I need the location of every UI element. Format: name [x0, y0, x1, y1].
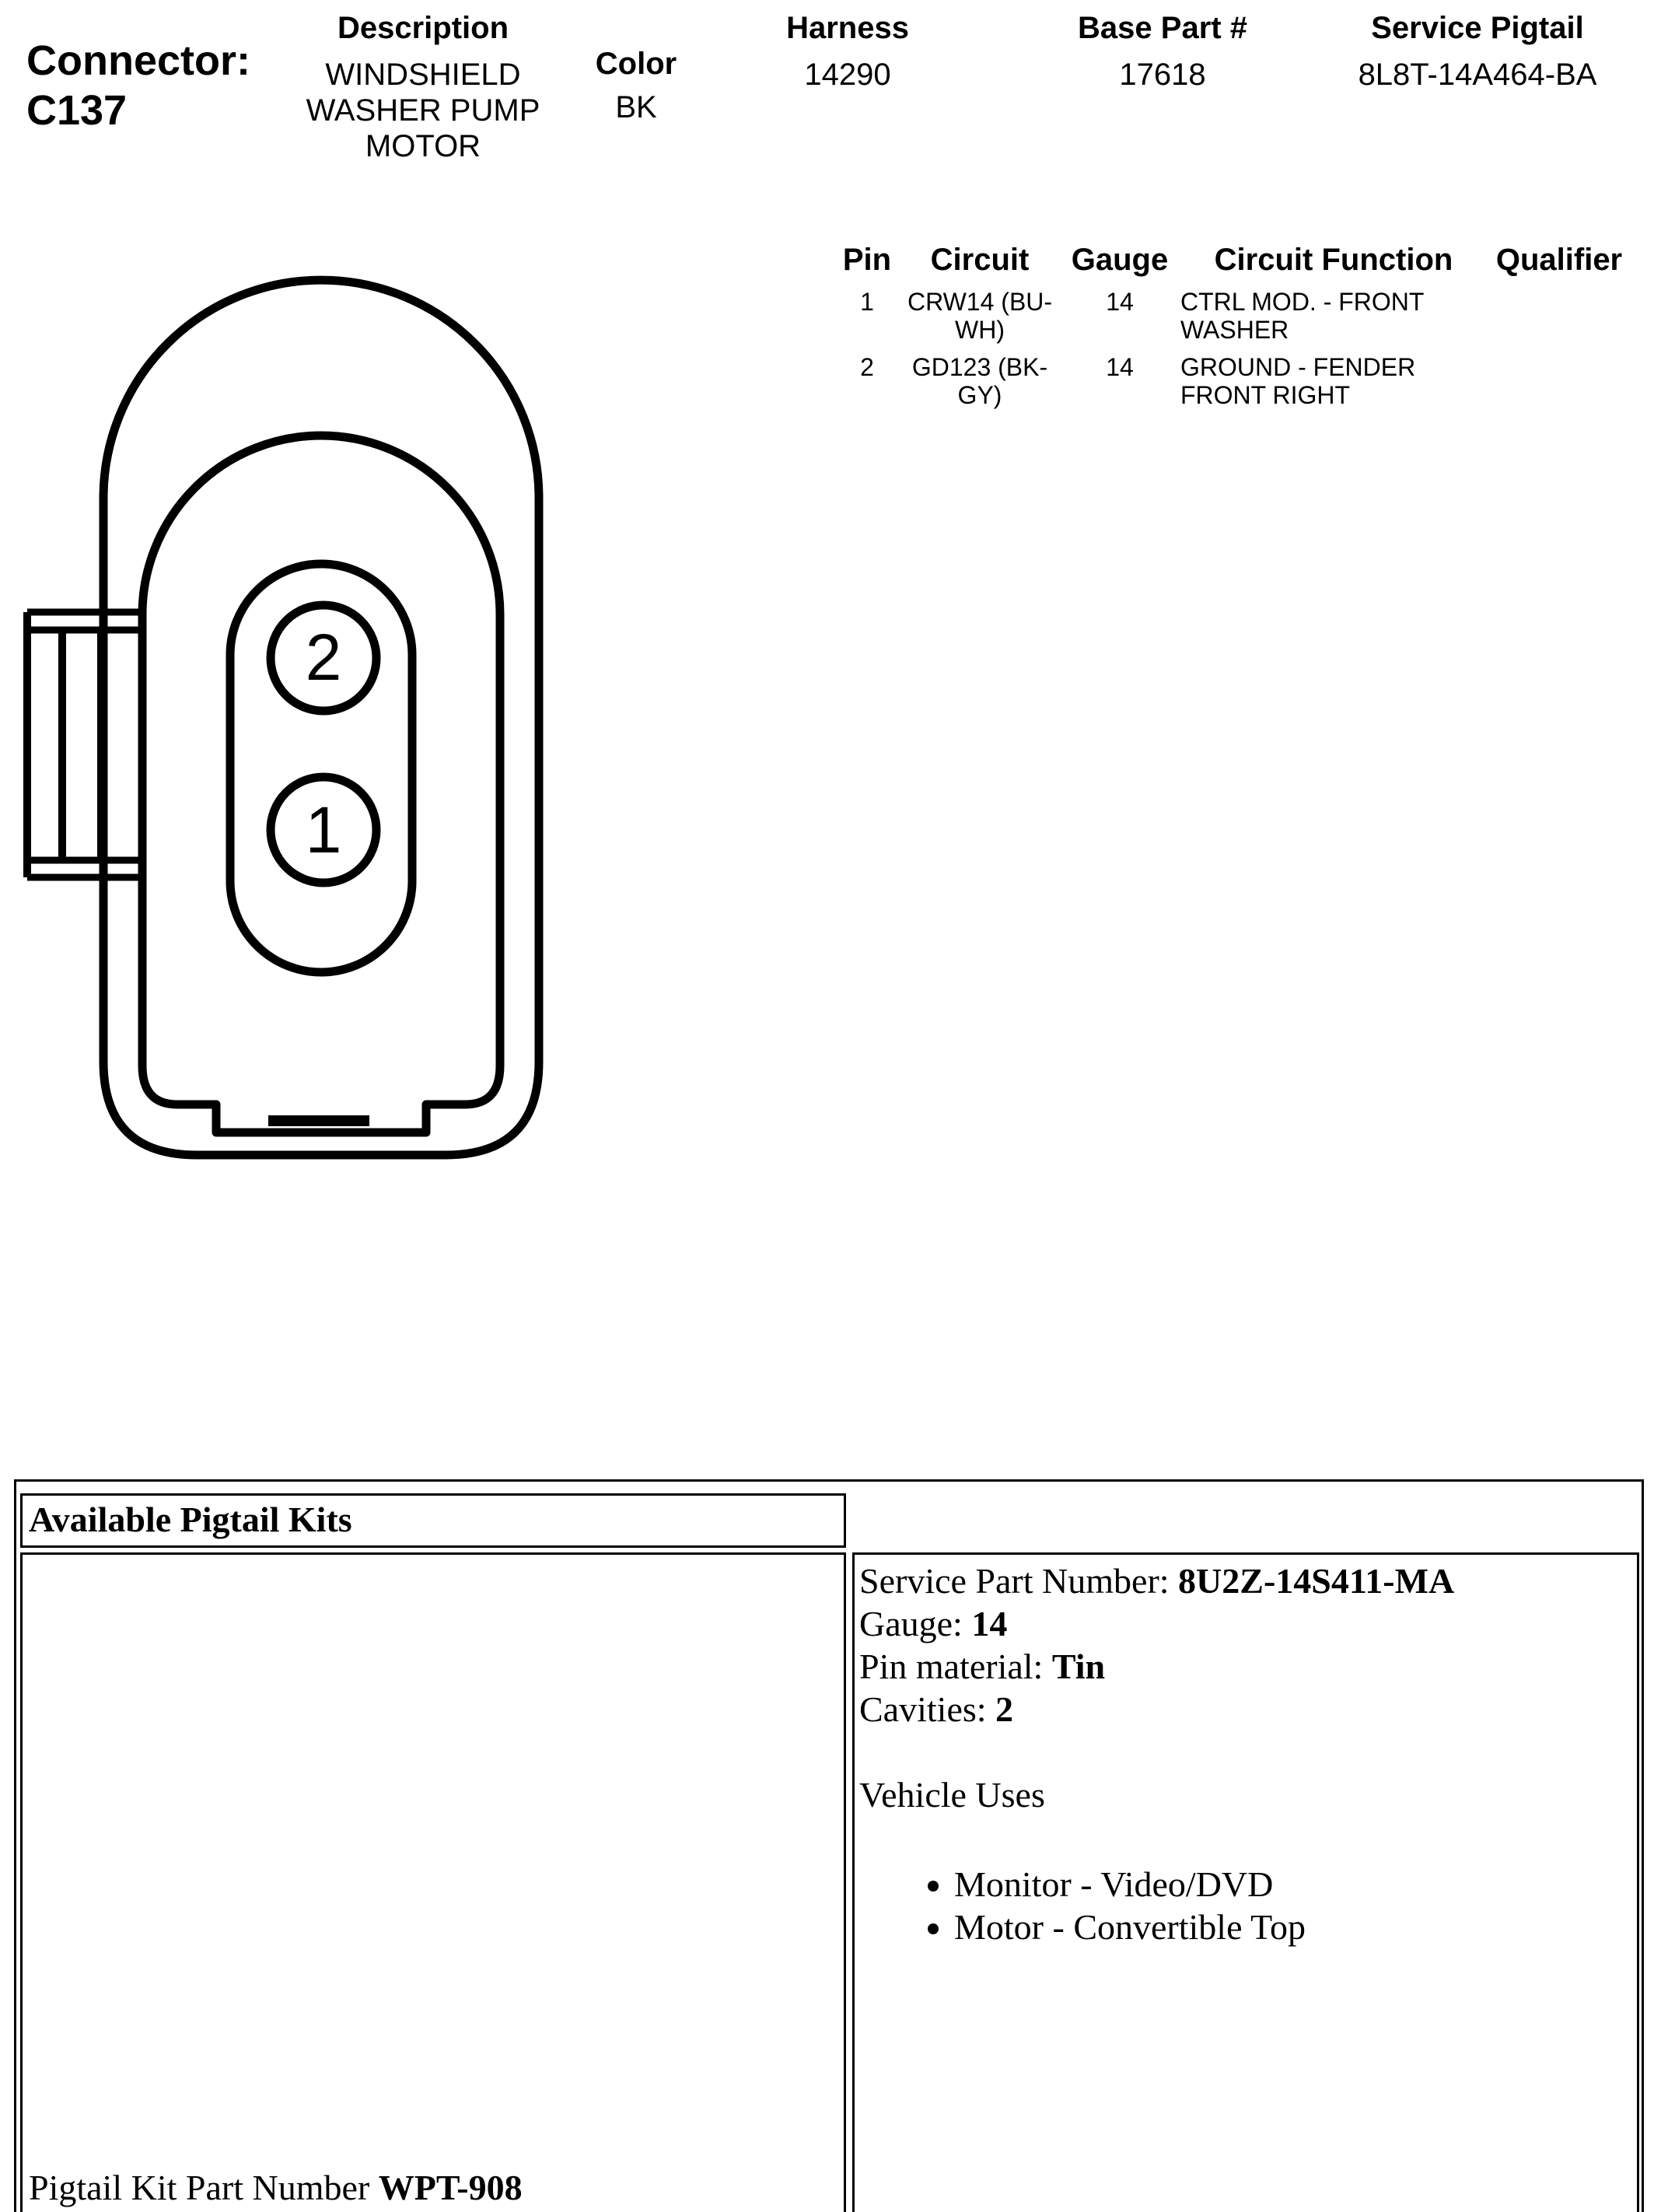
base-part-value: 17618: [1119, 58, 1206, 92]
gauge-cell: 14: [1106, 353, 1134, 381]
pin-col-header: Pin: [842, 243, 892, 277]
service-part-value: 8U2Z-14S411-MA: [1178, 1561, 1455, 1601]
kit-part-label: Pigtail Kit Part Number: [29, 2168, 370, 2207]
harness-header: Harness: [786, 11, 909, 45]
service-pigtail-header: Service Pigtail: [1371, 11, 1584, 45]
pin-cell: 1: [860, 288, 874, 316]
connector-label: Connector:: [26, 37, 250, 84]
circuit-col-header: Circuit: [930, 243, 1030, 277]
pigtail-kit-details-cell: [852, 1552, 1639, 2212]
circuit-cell: [894, 353, 1065, 409]
color-value: BK: [615, 90, 657, 124]
color-header: Color: [595, 47, 677, 81]
harness-value: 14290: [804, 58, 891, 92]
circuit-line: WH): [955, 316, 1005, 344]
function-cell: [1180, 353, 1476, 409]
circuit-line: GY): [957, 381, 1002, 409]
latch-outline: [27, 612, 142, 877]
kit-part-value: WPT-908: [378, 2168, 523, 2207]
pigtail-kit-image-cell: [20, 1552, 846, 2212]
harness-column: [731, 11, 964, 93]
cavities-line: [859, 1688, 1637, 1731]
pigtail-kits-title: Available Pigtail Kits: [29, 1500, 352, 1539]
connector-id: C137: [26, 87, 128, 134]
description-line: WASHER PUMP: [306, 93, 540, 128]
service-part-line: [859, 1559, 1637, 1602]
connector-face-diagram: [0, 0, 591, 1198]
circuit-line: GD123 (BK-: [911, 353, 1048, 381]
kit-part-number: [29, 2166, 523, 2209]
latch-body: [27, 612, 101, 877]
gauge-label: Gauge:: [859, 1604, 963, 1643]
gauge-value: 14: [971, 1604, 1008, 1643]
pin-2-label: 2: [305, 621, 342, 694]
function-line: FRONT RIGHT: [1180, 381, 1351, 409]
gauge-col-header: Gauge: [1071, 243, 1169, 277]
service-part-label: Service Part Number:: [859, 1561, 1170, 1601]
pin-cell: 2: [860, 353, 874, 381]
vehicle-use-item: • Monitor - Video/DVD: [954, 1863, 1637, 1906]
housing-inner-outline: [142, 436, 500, 1132]
cavities-label: Cavities:: [859, 1689, 987, 1729]
gauge-cell: 14: [1106, 288, 1134, 316]
kit-details: [855, 1555, 1637, 1948]
description-line: WINDSHIELD: [325, 58, 521, 92]
circuit-cell: [894, 288, 1065, 344]
pin-material-value: Tin: [1051, 1647, 1106, 1686]
cavities-value: 2: [995, 1689, 1014, 1729]
circuit-line: CRW14 (BU-: [907, 288, 1053, 316]
vehicle-uses-heading: Vehicle Uses: [859, 1775, 1045, 1815]
description-line: MOTOR: [365, 129, 481, 163]
pin-material-label: Pin material:: [859, 1647, 1044, 1686]
function-line: WASHER: [1180, 316, 1289, 344]
pin-material-line: [859, 1645, 1637, 1688]
vehicle-uses-list: [859, 1863, 1637, 1948]
function-line: CTRL MOD. - FRONT: [1180, 288, 1425, 316]
base-part-column: [1034, 11, 1291, 93]
gauge-line: [859, 1602, 1637, 1645]
function-cell: [1180, 288, 1476, 344]
function-col-header: Circuit Function: [1214, 243, 1453, 277]
service-pigtail-value: 8L8T-14A464-BA: [1358, 58, 1597, 92]
function-line: GROUND - FENDER: [1180, 353, 1416, 381]
vehicle-use-item: • Motor - Convertible Top: [954, 1906, 1637, 1948]
service-pigtail-column: [1322, 11, 1633, 93]
base-part-header: Base Part #: [1078, 11, 1247, 45]
housing-outer-outline: [103, 280, 539, 1155]
pigtail-kits-title-cell: [20, 1493, 846, 1548]
pin-1-label: 1: [305, 793, 342, 866]
lock-tab: [268, 1115, 369, 1126]
qualifier-col-header: Qualifier: [1495, 243, 1623, 277]
description-header: Description: [337, 11, 509, 45]
